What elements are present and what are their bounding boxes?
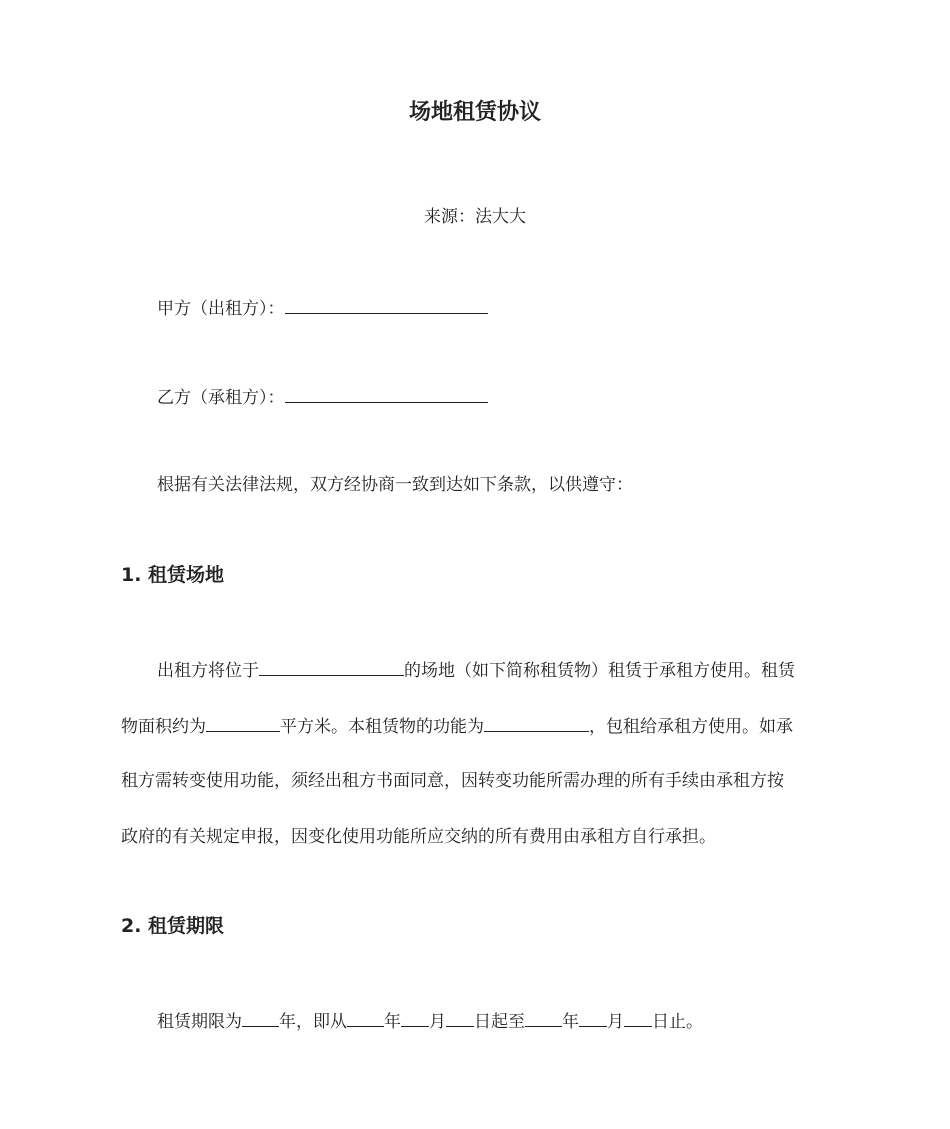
start-month-blank xyxy=(401,1008,429,1027)
term-text: 年 xyxy=(384,1012,401,1032)
document-title: 场地租赁协议 xyxy=(408,100,541,125)
party-b-blank xyxy=(285,384,488,403)
section-1-text: 平方米。本租赁物的功能为 xyxy=(280,717,484,737)
party-a-blank xyxy=(285,295,488,314)
term-text: 日起至 xyxy=(474,1012,525,1032)
section-2-line-1 xyxy=(157,1008,703,1034)
end-month-blank xyxy=(579,1008,607,1027)
section-1-text: ，包租给承租方使用。如承 xyxy=(589,717,793,737)
section-1-heading: 1. 租赁场地 xyxy=(121,564,225,586)
function-blank xyxy=(484,713,589,732)
section-1-line-2 xyxy=(121,713,793,739)
section-1-line-1 xyxy=(157,657,795,683)
term-text: 年 xyxy=(562,1012,579,1032)
location-blank xyxy=(259,657,404,676)
years-blank xyxy=(242,1008,279,1027)
section-2-heading: 2. 租赁期限 xyxy=(121,915,225,937)
start-year-blank xyxy=(347,1008,384,1027)
end-year-blank xyxy=(525,1008,562,1027)
term-text: 租赁期限为 xyxy=(157,1012,242,1032)
start-day-blank xyxy=(446,1008,474,1027)
party-b-line xyxy=(157,384,488,410)
area-blank xyxy=(206,713,280,732)
party-a-label: 甲方（出租方）： xyxy=(157,299,285,319)
party-b-label: 乙方（承租方）： xyxy=(157,388,285,408)
party-a-line xyxy=(157,295,488,321)
preamble: 根据有关法律法规，双方经协商一致到达如下条款，以供遵守： xyxy=(157,475,633,495)
section-1-line-3: 租方需转变使用功能，须经出租方书面同意，因转变功能所需办理的所有手续由承租方按 xyxy=(121,771,784,791)
section-1-text: 出租方将位于 xyxy=(157,661,259,681)
term-text: 日止。 xyxy=(652,1012,703,1032)
section-1-text: 的场地（如下简称租赁物）租赁于承租方使用。租赁 xyxy=(404,661,795,681)
document-source: 来源：法大大 xyxy=(424,207,526,227)
section-1-text: 物面积约为 xyxy=(121,717,206,737)
term-text: 月 xyxy=(429,1012,446,1032)
end-day-blank xyxy=(624,1008,652,1027)
term-text: 年，即从 xyxy=(279,1012,347,1032)
section-1-line-4: 政府的有关规定申报，因变化使用功能所应交纳的所有费用由承租方自行承担。 xyxy=(121,827,716,847)
term-text: 月 xyxy=(607,1012,624,1032)
